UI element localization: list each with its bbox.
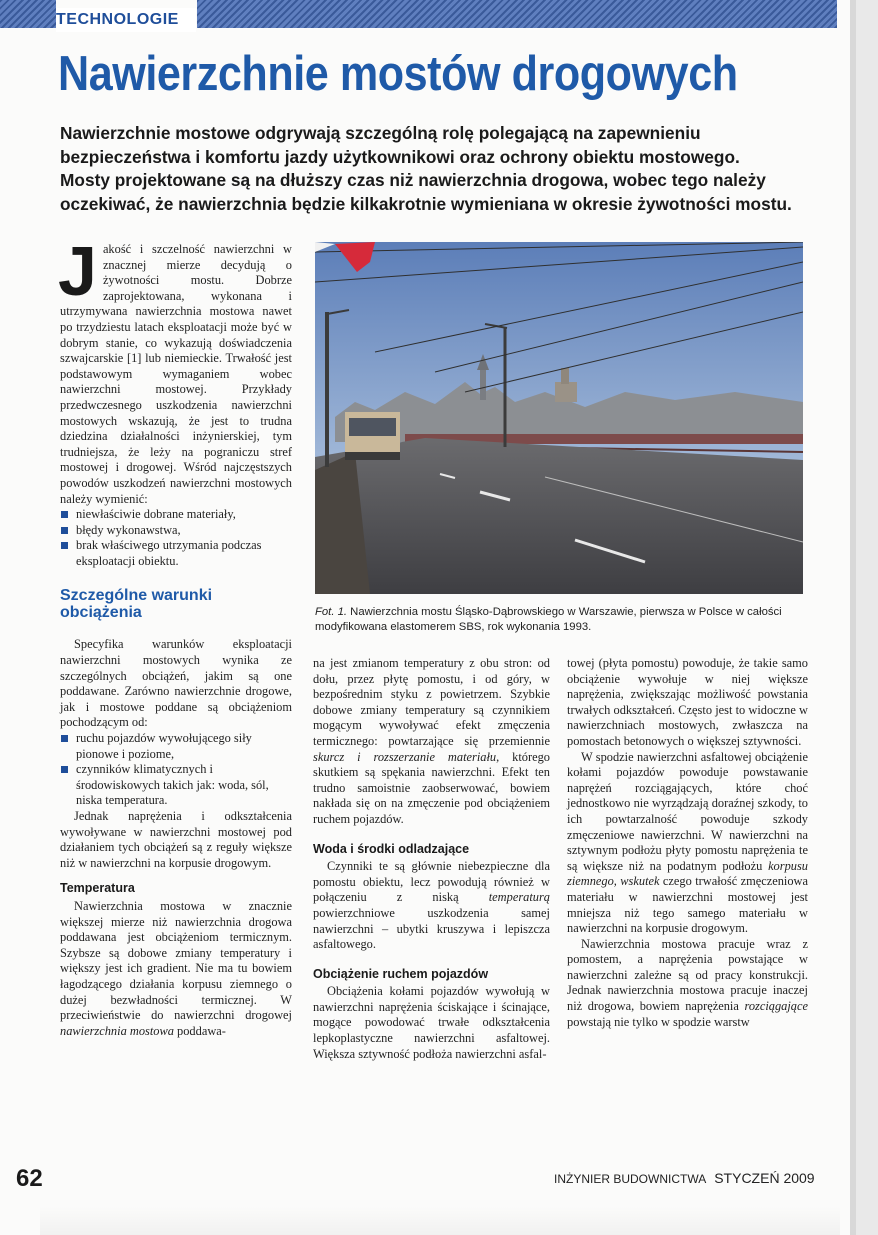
paragraph: Specyfika warunków eksploatacji nawierzchni mostowych wynika ze szczególnych obciążeń, jakim są one poddawane. Zarówno nawierzchnie drogowe, jak i mostowe poddane są obciążeniom pochodzącym od: [60,637,292,730]
emphasis: temperaturą [488,890,550,905]
paragraph-text: powierzchniowe uszkodzenia samej nawierzchni – ubytki kruszywa i lepiszcza asfaltowego. [313,905,550,952]
list-item: błędy wykonawstwa, [60,523,292,539]
page-number: 62 [16,1165,43,1192]
load-sources-list [60,731,292,809]
emphasis: rozciągające [744,999,808,1014]
paragraph-text: , którego skutkiem są spękania nawierzchni. Efekt ten trudno samoistnie zaobserwować, bowiem nakłada się on na zmęczenie pod obciążeniem ruchem pojazdów. [313,749,551,826]
intro-paragraph [58,232,292,507]
caption-prefix: Fot. 1. [315,606,348,618]
paragraph-text: Nawierzchnia mostowa pracuje wraz z pomostem, a naprężenia powstające w nawierzchni zależne są od pracy konstrukcji. Jednak nawierzchnia mostowa pracuje inaczej niż drogowa, bowiem naprężenia [567,936,808,1014]
lead-line: Nawierzchnie mostowe odgrywają szczególną rolę polegającą na zapewnieniu [60,123,701,143]
emphasis: skurcz i rozszerzanie materiału [313,749,497,764]
photo-caption [315,605,805,635]
subsection-heading: Temperatura [60,881,135,896]
page-edge [856,0,878,1235]
paragraph [313,859,550,953]
lead-line: bezpieczeństwa i komfortu jazdy użytkownikowi oraz ochrony obiektu mostowego. [60,146,740,167]
list-item: niewłaściwie dobrane materiały, [60,507,292,523]
article-lead [60,122,800,216]
paragraph [567,937,808,1031]
article-title: Nawierzchnie mostów drogowych [58,47,738,101]
section-heading: Szczególne warunki obciążenia [60,587,213,622]
header-stripe [197,0,837,28]
damage-causes-list [60,507,292,569]
intro-text: akość i szczelność nawierzchni w znacznej mierze decydują o żywotności mostu. Dobrze zaprojektowana, wykonana i utrzymywana nawierzchnia mostowa nawet po trzydziestu latach eksploatacji może być w dobrym stanie, co wykazują doświadczenia szwajcarskie [1] lub niemieckie. Trwałość jest podstawowym wymaganiem wobec nawierzchni mostowej. Przykłady przedwczesnego uszkodzenia nawierzchni mostowych wskazują, że jest to trudna dziedzina działalności inżynierskiej, tym trudniejsza, że leży na pograniczu stref mostowej i drogowej. Wśród najczęstszych powodów uszkodzeń nawierzchni mostowych należy wymienić: [60,242,292,506]
emphasis: korpusu ziemnego, wskutek [567,858,808,889]
header-stripe-left [0,0,56,28]
emphasis: nawierzchnia mostowa [60,1023,174,1038]
bridge-photo-graphic [315,242,803,594]
list-item: brak właściwego utrzymania podczas eksploatacji obiektu. [60,538,292,569]
issue-date: STYCZEŃ 2009 [714,1170,815,1186]
paragraph-text: czego trwałość zmęczeniowa materiału w nawierzchni mostowej jest mniejsza niż tego samego materiału w nawierzchni na korpusie drogowym. [567,874,809,936]
text-column-1 [58,232,292,1039]
text-column-2 [313,656,550,1062]
paragraph: Jednak naprężenia i odkształcenia wywoływane w nawierzchni mostowej pod działaniem tych obciążeń są z reguły większe niż w nawierzchni na korpusie drogowym. [60,809,292,870]
list-item: ruchu pojazdów wywołującego siły pionowe i poziome, [60,731,292,762]
subsection-heading: Obciążenie ruchem pojazdów [313,966,489,981]
bottom-shadow [40,1206,840,1235]
drop-cap: J [58,232,97,310]
paragraph-text: W spodzie nawierzchni asfaltowej obciążenie kołami pojazdów powoduje powstawanie naprężeń rozciągających, które choć jednostkowo nie wyrządzają doraźnej szkody, to ich powtarzalność powoduje szkody zmęczeniowe nawierzchni. W nawierzchni na sztywnym podłożu płyty pomostu naprężenia te są większe niż na podatnym podłożu [567,749,808,873]
subsection-heading: Woda i środki odladzające [313,841,470,856]
list-item: czynników klimatycznych i środowiskowych takich jak: woda, sól, niska temperatura. [60,762,292,809]
lead-line: Mosty projektowane są na dłuższy czas niż nawierzchnia drogowa, wobec tego należy [60,170,766,190]
paragraph [313,656,550,828]
paragraph [567,750,808,937]
paragraph-text: poddawa- [173,1023,226,1038]
paragraph: towej (płyta pomostu) powoduje, że takie samo obciążenie wywołuje w niej większe naprężenia, zwiększając możliwość powstania trwałych odkształceń. Często jest to widoczne w nawierzchniach mostowych, zwłaszcza na pomostach betonowych o większej sztywności. [567,656,808,748]
magazine-name: INŻYNIER BUDOWNICTWA [554,1172,707,1186]
paragraph-text: Nawierzchnia mostowa w znacznie większej mierze niż nawierzchnia drogowa poddawana jest obciążeniom termicznym. Szybsze są dobowe zmiany temperatury i większy jest ich gradient. Nie ma tu bowiem łagodzącego działania korpusu ziemnego o dużej bezwładności termicznej. W przeciwieństwie do nawierzchni drogowej [60,898,292,1023]
footer [554,1170,815,1186]
section-tag: TECHNOLOGIE [56,8,196,32]
paragraph-text: na jest zmianom temperatury z obu stron: od dołu, przez płytę pomostu, i od góry, w bezpośrednim styku z powietrzem. Szybkie dobowe zmiany temperatury są czynnikiem mogącym wywoływać efekt zmęczenia termicznego: powtarzające się przemiennie [313,656,550,748]
caption-text: Nawierzchnia mostu Śląsko-Dąbrowskiego w Warszawie, pierwsza w Polsce w całości modyfikowana elastomerem SBS, rok wykonania 1993. [315,606,782,633]
text-column-3 [567,656,808,1030]
lead-line: oczekiwać, że nawierzchnia będzie kilkakrotnie wymieniana w okresie żywotności mostu. [60,193,792,214]
paragraph-text: powstają nie tylko w spodzie warstw [567,1014,750,1029]
paragraph-text: Czynniki te są głównie niebezpieczne dla pomostu obiektu, lecz powodują również w połączeniu z niską [313,859,550,905]
bridge-photo [315,242,803,594]
paragraph: Obciążenia kołami pojazdów wywołują w nawierzchni naprężenia ściskające i ścinające, mogące powodować trwałe odkształcenia lepkoplastyczne nawierzchni asfaltowej. Większa sztywność podłoża nawierzchni asfal- [313,984,550,1061]
paragraph [60,899,292,1039]
